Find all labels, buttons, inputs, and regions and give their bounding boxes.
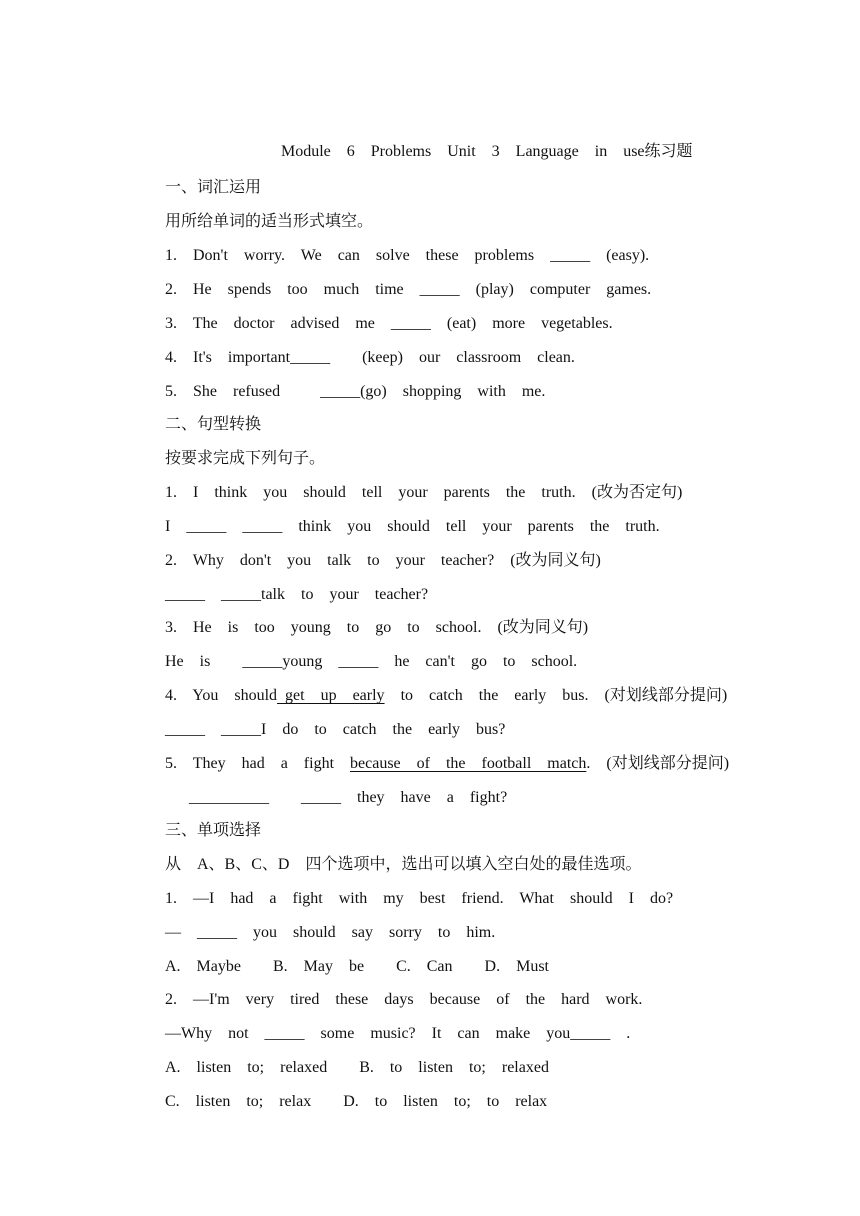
section3-question-1-reply: — _____ you should say sorry to him. (165, 924, 496, 941)
q4-prefix: 4. You should (165, 687, 278, 704)
section1-heading: 一、词汇运用 (165, 179, 262, 196)
q5-suffix: . (对划线部分提问) (586, 755, 730, 772)
section3-instruction: 从 A、B、C、D 四个选项中，选出可以填入空白处的最佳选项。 (165, 856, 642, 873)
section3-question-2-reply: —Why not _____ some music? It can make you_____ . (165, 1025, 631, 1042)
section3-question-2-options-cd: C. listen to; relax D. to listen to; to relax (165, 1093, 548, 1110)
section1-question-2: 2. He spends too much time _____ (play) computer games. (165, 281, 652, 298)
q4-suffix: to catch the early bus. (对划线部分提问) (384, 687, 728, 704)
section3-question-2: 2. —I'm very tired these days because of the hard work. (165, 991, 643, 1008)
section3-question-1: 1. —I had a fight with my best friend. What should I do? (165, 890, 674, 907)
q5-prefix: 5. They had a fight (165, 755, 351, 772)
section2-question-4 (165, 684, 727, 708)
section2-question-2: 2. Why don't you talk to your teacher? (改为同义句) (165, 552, 601, 569)
section2-answer-4: _____ _____I do to catch the early bus? (165, 721, 506, 738)
section2-question-1: 1. I think you should tell your parents the truth. (改为否定句) (165, 484, 683, 501)
section2-question-5 (165, 752, 729, 776)
section2-answer-3: He is _____young _____ he can't go to school. (165, 653, 578, 670)
section2-answer-2: _____ _____talk to your teacher? (165, 586, 429, 603)
section1-question-3: 3. The doctor advised me _____ (eat) more vegetables. (165, 315, 613, 332)
section1-question-4: 4. It's important_____ (keep) our classroom clean. (165, 349, 575, 366)
section1-instruction: 用所给单词的适当形式填空。 (165, 213, 374, 230)
q5-underlined-phrase: because of the football match (350, 755, 587, 772)
section1-question-5: 5. She refused _____(go) shopping with me. (165, 383, 546, 400)
page-title: Module 6 Problems Unit 3 Language in use练习题 (281, 143, 693, 160)
q4-underlined-phrase: get up early (277, 687, 385, 704)
section2-heading: 二、句型转换 (165, 416, 262, 433)
section2-question-3: 3. He is too young to go to school. (改为同义句) (165, 619, 589, 636)
section3-question-1-options: A. Maybe B. May be C. Can D. Must (165, 958, 549, 975)
section2-answer-5: __________ _____ they have a fight? (165, 789, 508, 806)
section1-question-1: 1. Don't worry. We can solve these problems _____ (easy). (165, 247, 650, 264)
section2-answer-1: I _____ _____ think you should tell your parents the truth. (165, 518, 660, 535)
section3-question-2-options-ab: A. listen to; relaxed B. to listen to; relaxed (165, 1059, 549, 1076)
section3-heading: 三、单项选择 (165, 822, 262, 839)
section2-instruction: 按要求完成下列句子。 (165, 450, 326, 467)
